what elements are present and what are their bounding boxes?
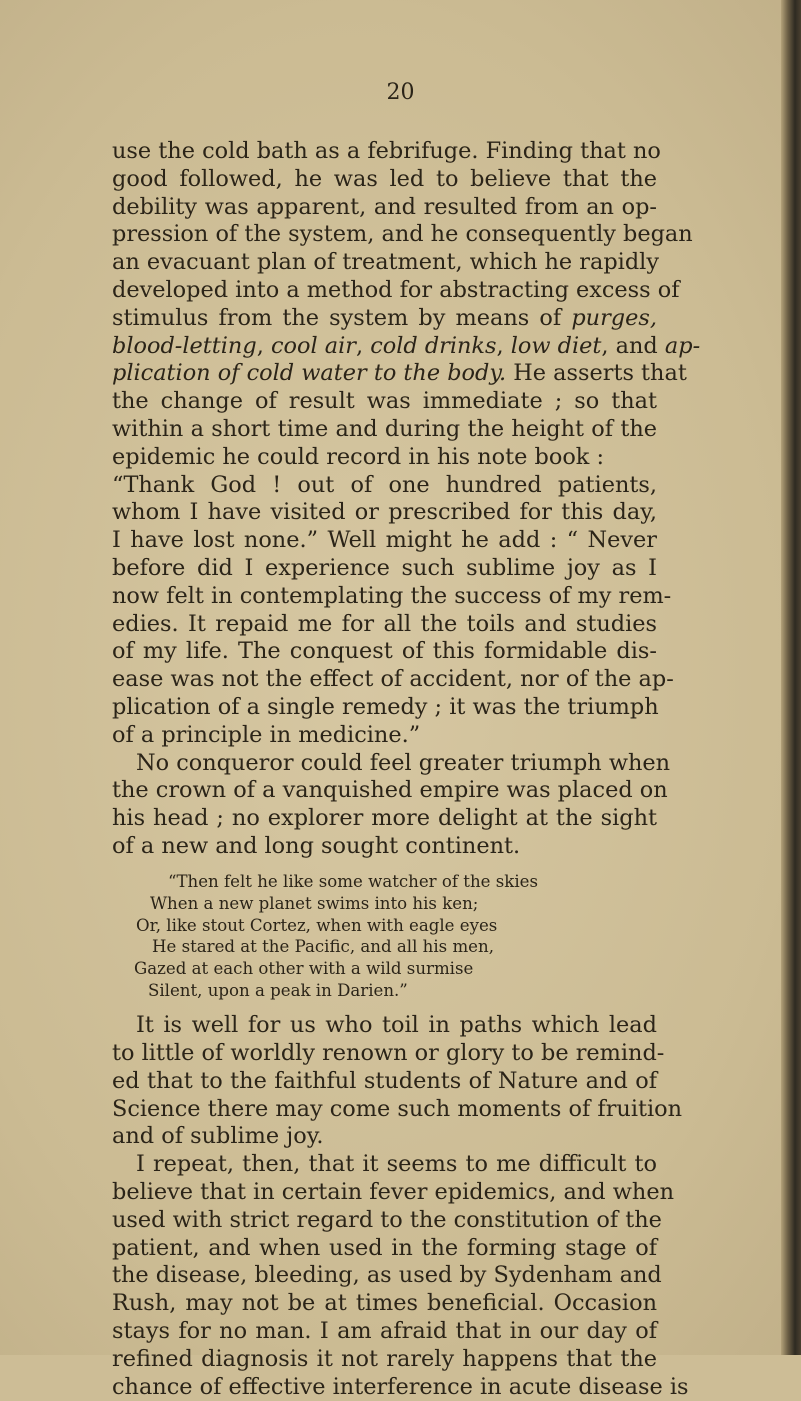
text-line-7	[112, 305, 657, 333]
page-number: 20	[386, 80, 415, 105]
text-line: of my life. The conquest of this formidable dis-	[112, 638, 657, 665]
text-line: the disease, bleeding, as used by Sydenham and	[112, 1262, 662, 1289]
text-line: believe that in certain fever epidemics, and when	[112, 1178, 675, 1205]
poem-line: Silent, upon a peak in Darien.”	[148, 981, 408, 1001]
italic-term: cold drinks	[370, 332, 497, 359]
text-line: ed that to the faithful students of Nature and of	[112, 1067, 657, 1094]
text-line: the crown of a vanquished empire was placed on	[112, 777, 668, 804]
poem-quotation	[112, 871, 657, 1002]
text-segment: He asserts that	[506, 360, 687, 387]
text-line-8	[112, 332, 701, 361]
text-line: No conqueror could feel greater triumph when	[136, 749, 671, 776]
text-line: of a new and long sought continent.	[112, 832, 521, 859]
text-line: within a short time and during the height of the	[112, 415, 657, 442]
text-line: I have lost none.” Well might he add : “ Never	[112, 527, 657, 554]
text-line: and of sublime joy.	[112, 1123, 324, 1150]
text-line: used with strict regard to the constitution of the	[112, 1206, 662, 1233]
text-line: before did I experience such sublime joy as I	[112, 554, 657, 581]
poem-line: Gazed at each other with a wild surmise	[134, 959, 474, 979]
text-line: use the cold bath as a febrifuge. Finding that no	[112, 138, 661, 164]
text-line: good followed, he was led to believe that the	[112, 165, 657, 192]
paragraph-1	[112, 138, 701, 750]
page-body	[112, 138, 701, 1401]
separator: , and	[601, 332, 665, 359]
text-line: whom I have visited or prescribed for this day,	[112, 499, 657, 526]
text-line: stays for no man. I am afraid that in our day of	[112, 1317, 657, 1344]
text-line: epidemic he could record in his note book :	[112, 443, 605, 470]
poem-line: Or, like stout Cortez, when with eagle eyes	[136, 915, 498, 935]
text-line: to little of worldly renown or glory to be remind-	[112, 1039, 665, 1066]
paragraph-3	[112, 1012, 683, 1151]
italic-term: ap-	[664, 332, 701, 359]
italic-term: low diet	[510, 332, 602, 359]
text-line-9	[112, 360, 687, 388]
text-line: an evacuant plan of treatment, which he rapidly	[112, 249, 659, 276]
text-line: patient, and when used in the forming stage of	[112, 1234, 657, 1261]
text-line: of a principle in medicine.”	[112, 721, 421, 748]
text-line: Science there may come such moments of fruition	[112, 1095, 683, 1122]
text-line: “Thank God ! out of one hundred patients,	[112, 471, 657, 498]
italic-term: plication of cold water to the body.	[112, 360, 507, 387]
italic-term: cool air	[270, 332, 356, 359]
poem-line: He stared at the Pacific, and all his men,	[152, 937, 494, 957]
text-line: chance of effective interference in acute disease is	[112, 1373, 689, 1400]
italic-term: purges,	[571, 304, 657, 331]
paragraph-4	[112, 1151, 689, 1401]
text-line: plication of a single remedy ; it was the triumph	[112, 693, 659, 720]
text-segment: stimulus from the system by means of	[112, 304, 572, 331]
text-line: refined diagnosis it not rarely happens that the	[112, 1345, 657, 1372]
page-binding-edge	[781, 0, 801, 1355]
text-line: I repeat, then, that it seems to me difficult to	[136, 1151, 657, 1178]
text-line: developed into a method for abstracting excess of	[112, 276, 680, 303]
text-line: pression of the system, and he consequently began	[112, 221, 693, 248]
text-line: edies. It repaid me for all the toils and studies	[112, 610, 657, 637]
italic-term: blood-letting	[112, 332, 257, 359]
text-line: the change of result was immediate ; so that	[112, 388, 657, 415]
text-line: his head ; no explorer more delight at the sight	[112, 805, 657, 832]
poem-line: When a new planet swims into his ken;	[150, 893, 479, 913]
separator: ,	[355, 332, 371, 359]
text-line: Rush, may not be at times beneficial. Occasion	[112, 1290, 657, 1317]
separator: ,	[256, 332, 271, 359]
paragraph-2	[112, 749, 671, 861]
text-line: now felt in contemplating the success of my rem-	[112, 582, 672, 609]
separator: ,	[496, 332, 511, 359]
text-line: It is well for us who toil in paths which lead	[136, 1012, 657, 1039]
poem-line: “Then felt he like some watcher of the skies	[168, 871, 538, 891]
text-line: debility was apparent, and resulted from an op-	[112, 193, 657, 220]
text-line: ease was not the effect of accident, nor of the ap-	[112, 666, 674, 693]
